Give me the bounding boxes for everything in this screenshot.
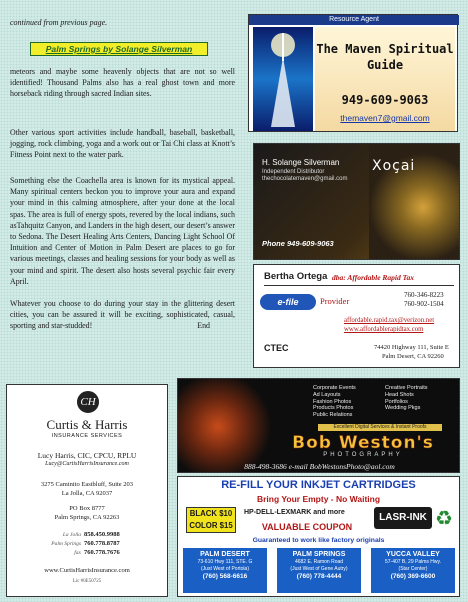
efile-logo: e-file	[260, 294, 316, 310]
bob-weston-logo: Bob Weston's	[292, 433, 434, 453]
phone-label: La Jolla	[62, 532, 81, 538]
article-paragraph-4-wrap	[10, 298, 235, 332]
ctec-logo: CTEC	[264, 343, 289, 353]
phone-value: 760.778.8787	[84, 540, 120, 547]
location-yucca-valley	[371, 548, 455, 593]
bertha-phone-1: 760-346-8223	[404, 291, 444, 299]
location-palm-springs	[277, 548, 361, 593]
bob-badge: Excellent Digital Services & Instant Proofs	[318, 424, 442, 431]
list-item: Ad Layouts	[313, 391, 341, 398]
curtis-harris-brand: Curtis & Harris	[46, 417, 128, 432]
curtis-harris-agent: Lucy Harris, CIC, CPCU, RPLU	[37, 451, 137, 460]
maven-email-link[interactable]: themaven7@gmail.com	[340, 113, 430, 123]
bertha-name: Bertha Ortega	[264, 271, 328, 282]
maven-ad	[248, 14, 458, 132]
list-item: Creative Portraits	[385, 385, 428, 391]
list-item: Portfolios	[385, 398, 408, 405]
maven-phone: 949-609-9063	[341, 93, 429, 107]
lasr-coupon: VALUABLE COUPON	[261, 522, 353, 532]
curtis-harris-po-box: PO Box 8777	[69, 505, 105, 512]
location-name: PALM SPRINGS	[292, 551, 346, 558]
location-address: 73-610 Hwy 111, STE. G	[197, 559, 253, 565]
curtis-harris-phone-palm-springs	[51, 540, 120, 547]
curtis-harris-address-1: 3275 Caminito Eastbluff, Suite 203	[40, 481, 134, 488]
location-phone: (760) 369-6600	[390, 573, 436, 580]
lasr-subtitle: Bring Your Empty - No Waiting	[256, 494, 381, 504]
recycle-icon: ♻	[435, 508, 453, 530]
location-address: 57-407 B, 29 Palms Hwy.	[384, 559, 442, 565]
article-paragraph-3: Something else the Coachella area is known for its mystical appeal. Many spiritual centers beckon you to improve your aura and expand your mind in this calming atmosphere, after your done at the local spas. The area is full of energy spots, revered by the local indians, such asTahquitz Canyon, and Landers in the high desert, our desert’s answer to Sedona. The Desert Healing Arts Centers, Dancing Light School Of Intuition and Center of Motion in Palm Desert are places to go for various meetings, classes and healing sessions for your body as well as your mind and spirit. The desert also hosts several psychic fair every April.	[10, 176, 235, 286]
bob-photography: PHOTOGRAPHY	[323, 452, 403, 458]
article-paragraph-4: Whatever you choose to do during your stay in the glittering desert cities, you can be assured it will be exciting, sophisticated, casual, sporting and star-studded!	[10, 299, 235, 331]
maven-figure-image	[253, 27, 313, 131]
location-note: (Just West of Portola)	[201, 566, 249, 572]
lasr-title: RE-FILL YOUR INKJET CARTRIDGES	[221, 479, 416, 491]
maven-header: Resource Agent	[249, 15, 459, 25]
article-end: End	[197, 321, 210, 331]
curtis-harris-website[interactable]: www.CurtisHarrisInsurance.com	[44, 567, 130, 574]
curtis-harris-fax	[51, 549, 120, 556]
lasr-price-tag: BLACK $10 COLOR $15	[186, 507, 236, 533]
curtis-harris-phone-la-jolla	[51, 531, 120, 538]
list-item: Head Shots	[385, 391, 414, 398]
lasr-brands: HP-DELL-LEXMARK and more	[244, 509, 345, 516]
dragon-image	[178, 379, 278, 473]
lasr-guarantee: Guaranteed to work like factory originals	[252, 537, 385, 544]
lasr-ink-logo: LASR-INK	[374, 507, 432, 529]
bertha-divider	[264, 285, 454, 286]
xocai-logo: Xoçai	[372, 158, 416, 174]
phone-value: 760.778.7676	[84, 549, 120, 556]
list-item: Public Relations	[313, 412, 353, 419]
list-item: Products Photos	[313, 405, 354, 412]
article-title: Palm Springs by Solange Silverman	[30, 42, 208, 56]
curtis-harris-monogram: CH	[77, 391, 99, 413]
list-item: Corporate Events	[313, 385, 356, 391]
bob-weston-ad	[177, 378, 460, 473]
curtis-harris-subtitle: INSURANCE SERVICES	[51, 433, 123, 439]
bob-services-list-1	[313, 385, 356, 419]
location-phone: (760) 778-4444	[296, 573, 342, 580]
bertha-address-2: Palm Desert, CA 92260	[382, 353, 444, 360]
xocai-role: Independent Distributor	[262, 169, 325, 175]
location-phone: (760) 568-6616	[202, 573, 248, 580]
bob-services-list-2	[385, 385, 428, 412]
phone-value: 858.450.9988	[84, 531, 120, 538]
list-item: Wedding Pkgs	[385, 405, 421, 412]
location-name: PALM DESERT	[200, 551, 250, 558]
xocai-name: H. Solange Silverman	[262, 158, 340, 167]
continued-note: continued from previous page.	[10, 18, 108, 27]
lasr-ink-ad	[177, 476, 460, 597]
bertha-ad	[253, 264, 460, 368]
curtis-harris-email[interactable]: Lucy@CurtisHarrisInsurance.com	[45, 461, 129, 467]
bertha-website-link[interactable]: www.affordablerapidtax.com	[344, 326, 424, 333]
bertha-email-link[interactable]: affordable.rapid.tax@verizon.net	[344, 317, 435, 324]
bertha-address-1: 74420 Highway 111, Suite E	[374, 344, 449, 351]
location-note: (Star Center)	[398, 566, 428, 572]
article-paragraph-1: meteors and maybe some heavenly objects that are not so well identified! Thousand Palms also has a real ghost town and more horseback riding through sacred Indian sites.	[10, 67, 235, 99]
maven-name: The Maven Spiritual Guide	[316, 42, 454, 72]
phone-label: Palm Springs	[51, 541, 81, 547]
curtis-harris-po-city: Palm Springs, CA 92263	[54, 514, 120, 521]
xocai-email[interactable]: thechocolatemaven@gmail.com	[262, 176, 348, 182]
article-paragraph-2: Other various sport activities include handball, baseball, basketball, jogging, rock climbing, yoga and a work out or Tai Chi class at Knott’s Fitness Point next to the water park.	[10, 128, 235, 160]
location-name: YUCCA VALLEY	[386, 551, 440, 558]
xocai-phone: Phone 949-609-9063	[262, 239, 334, 248]
xocai-ad	[253, 143, 460, 260]
bertha-phone-2: 760-902-1504	[404, 300, 444, 308]
bob-contact: 888-498-3686 e-mail BobWestonsPhoto@aol.com	[244, 462, 395, 471]
bertha-dba: dba: Affordable Rapid Tax	[332, 273, 415, 282]
location-address: 4682 E. Ramon Road	[294, 559, 344, 565]
bertha-provider: Provider	[320, 296, 350, 306]
list-item: Fashion Photos	[313, 398, 352, 405]
location-note: (Just West of Gene Autry)	[290, 566, 348, 572]
phone-label: fax	[74, 550, 81, 556]
curtis-harris-address-2: La Jolla, CA 92037	[61, 490, 113, 497]
location-palm-desert	[183, 548, 267, 593]
curtis-harris-license: Lic #0E50725	[72, 579, 102, 584]
curtis-harris-ad	[6, 384, 168, 597]
